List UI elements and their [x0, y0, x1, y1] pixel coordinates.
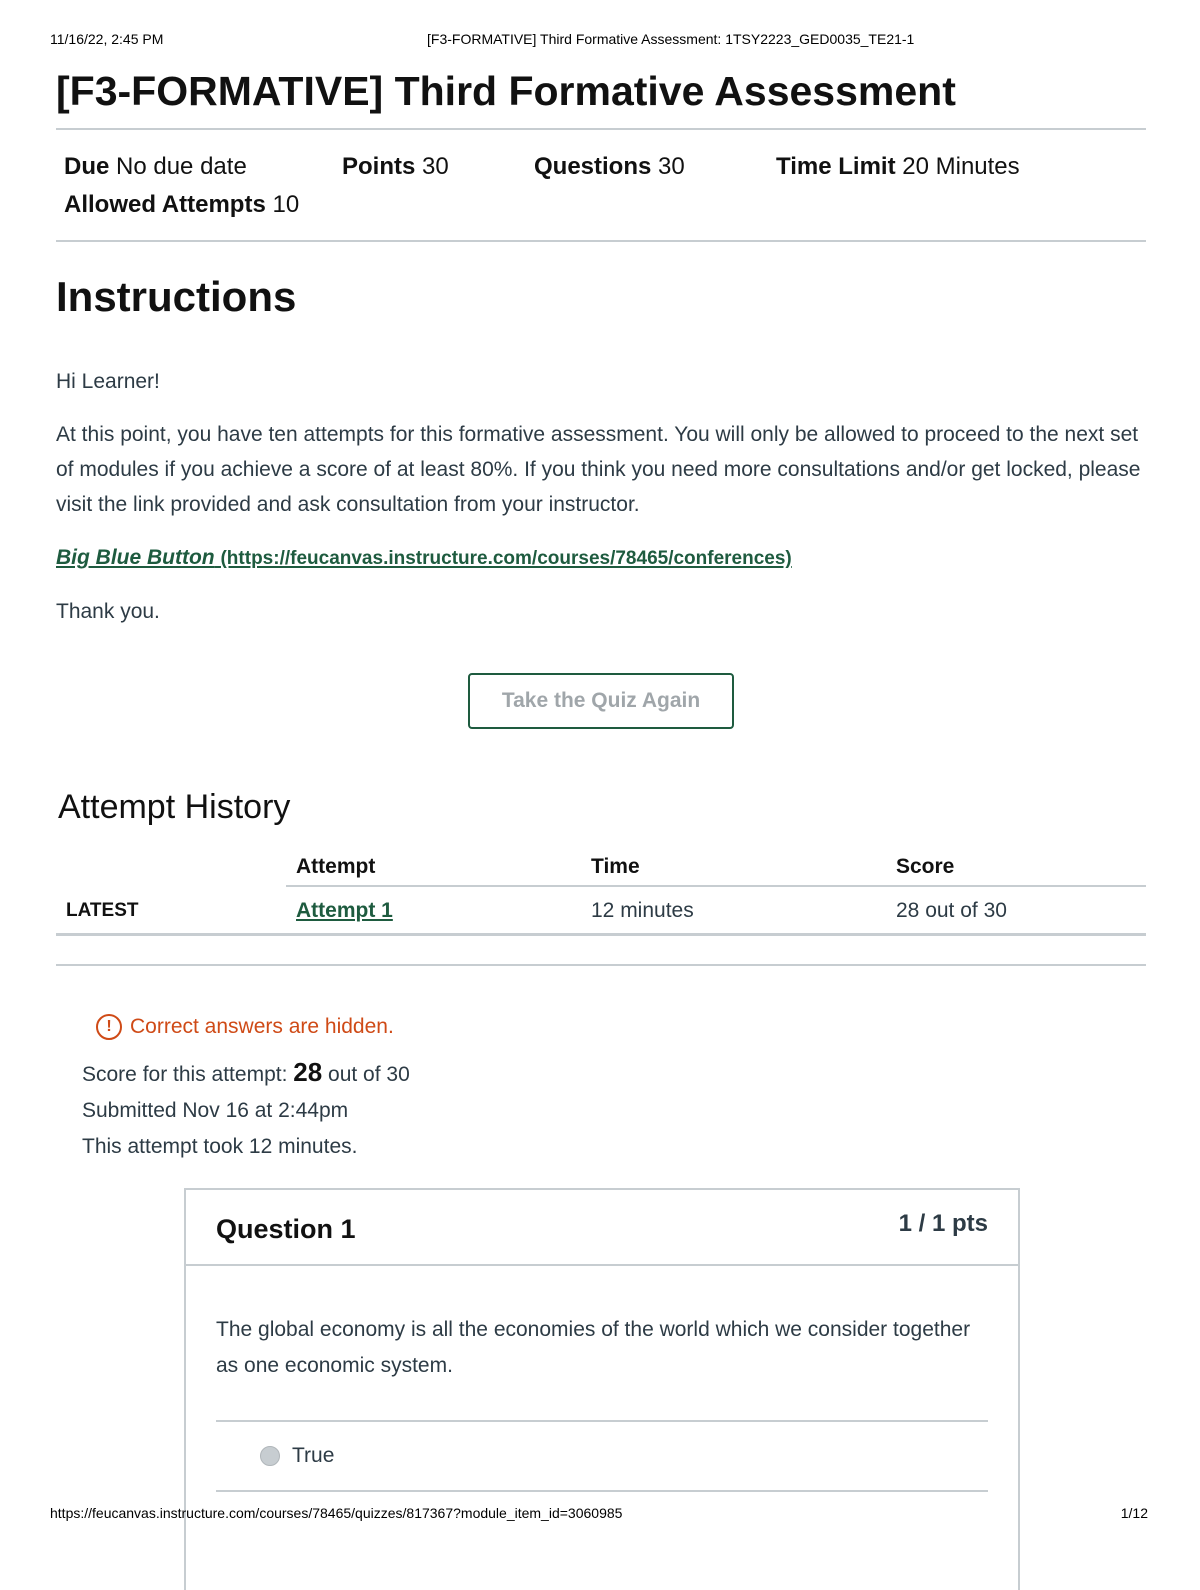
divider — [56, 240, 1146, 242]
points-value: 30 — [422, 153, 449, 180]
column-header-score: Score — [886, 847, 1146, 886]
score-line — [82, 1054, 1146, 1093]
attempts-value: 10 — [272, 191, 300, 218]
latest-tag: LATEST — [56, 886, 286, 935]
instructions-heading: Instructions — [56, 273, 297, 320]
answers-hidden-notice — [96, 1014, 1146, 1040]
divider — [56, 964, 1146, 966]
questions-info — [534, 148, 776, 186]
quiz-details — [56, 130, 1146, 240]
due-label: Due — [64, 153, 110, 180]
submitted-text: Submitted Nov 16 at 2:44pm — [82, 1099, 349, 1122]
attempt-history-table — [56, 847, 1146, 936]
radio-button-icon — [260, 1446, 280, 1466]
question-card — [184, 1188, 1020, 1590]
take-quiz-again-button[interactable]: Take the Quiz Again — [468, 673, 734, 729]
column-header — [56, 847, 286, 886]
attempts-label: Allowed Attempts — [64, 191, 266, 218]
question-points: 1 / 1 pts — [898, 1210, 988, 1237]
attempt-history-heading: Attempt History — [58, 788, 291, 826]
score-prefix: Score for this attempt: — [82, 1063, 288, 1086]
link-text[interactable]: Big Blue Button — [56, 546, 215, 569]
answer-label: True — [292, 1444, 335, 1467]
thanks-text: Thank you. — [56, 600, 160, 623]
attempt-cell — [286, 886, 581, 935]
instructions-paragraph: At this point, you have ten attempts for this formative assessment. You will only be allowed to proceed to the next set of modules if you achieve a score of at least 80%. If you think you need more consultations and/or get locked, please visit the link provided and ask consultation from your instructor. — [56, 423, 1141, 516]
time-limit-value: 20 Minutes — [902, 153, 1020, 180]
score-cell: 28 out of 30 — [886, 886, 1146, 935]
time-limit-label: Time Limit — [776, 153, 896, 180]
warning-text: Correct answers are hidden. — [130, 1015, 394, 1038]
question-body — [186, 1266, 1018, 1492]
questions-label: Questions — [534, 153, 652, 180]
due-info — [64, 148, 342, 186]
points-label: Points — [342, 153, 416, 180]
table-header-row — [56, 847, 1146, 886]
column-header-attempt: Attempt — [286, 847, 581, 886]
print-datetime: 11/16/22, 2:45 PM — [50, 31, 164, 47]
attempts-info — [64, 186, 299, 224]
instructions-body — [56, 364, 1146, 629]
greeting-text: Hi Learner! — [56, 370, 160, 393]
print-url: https://feucanvas.instructure.com/courses/78465/quizzes/817367?module_item_id=3060985 — [50, 1505, 623, 1521]
score-value: 28 — [293, 1057, 323, 1087]
time-limit-info — [776, 148, 1020, 186]
main-content — [56, 58, 1146, 1165]
points-info — [342, 148, 534, 186]
question-header — [186, 1190, 1018, 1266]
print-footer — [50, 1505, 1148, 1525]
time-cell: 12 minutes — [581, 886, 886, 935]
attempt-1-link[interactable]: Attempt 1 — [296, 899, 393, 922]
score-suffix: out of 30 — [328, 1063, 410, 1086]
conference-link-line — [56, 540, 1146, 576]
page-title: [F3-FORMATIVE] Third Formative Assessment — [56, 68, 956, 114]
duration-text: This attempt took 12 minutes. — [82, 1135, 358, 1158]
answer-option — [216, 1422, 988, 1490]
question-text: The global economy is all the economies of the world which we consider together as one economic system. — [216, 1318, 971, 1377]
table-row — [56, 886, 1146, 935]
print-page-number: 1/12 — [1120, 1505, 1148, 1521]
link-url-text[interactable]: (https://feucanvas.instructure.com/courses/78465/conferences) — [220, 548, 792, 569]
questions-value: 30 — [658, 153, 685, 180]
retake-container — [56, 673, 1146, 729]
print-header — [50, 31, 1148, 51]
divider — [216, 1490, 988, 1492]
print-doc-title: [F3-FORMATIVE] Third Formative Assessment: 1TSY2223_GED0035_TE21-1 — [427, 31, 915, 47]
big-blue-button-link[interactable] — [56, 546, 792, 569]
due-value: No due date — [116, 153, 247, 180]
column-header-time: Time — [581, 847, 886, 886]
warning-icon: ! — [96, 1014, 122, 1040]
question-title: Question 1 — [216, 1214, 356, 1244]
attempt-summary — [82, 1054, 1146, 1165]
